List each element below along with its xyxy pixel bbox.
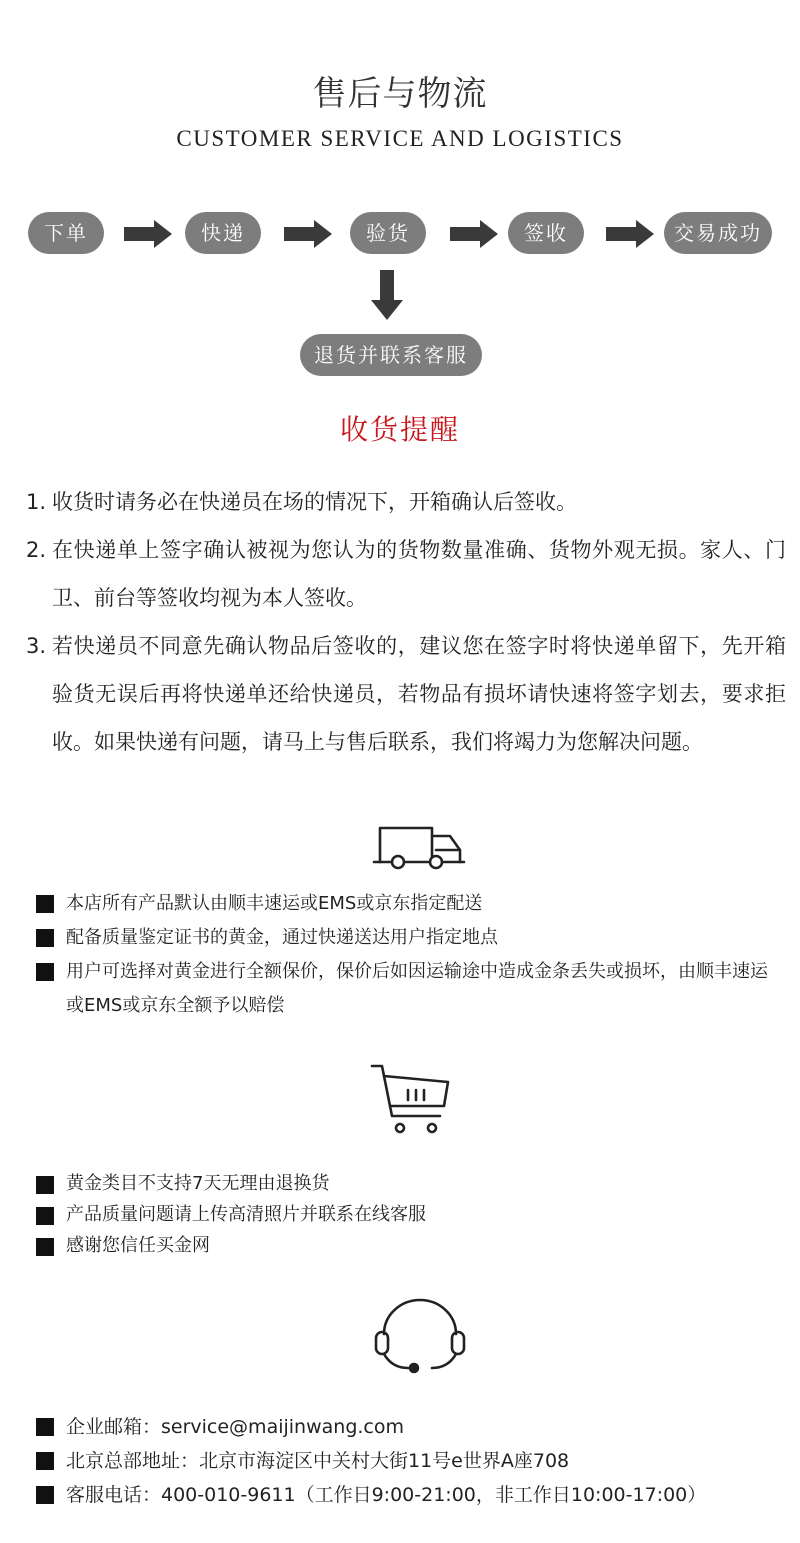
list-item-text: 北京总部地址：北京市海淀区中关村大街11号e世界A座708 bbox=[66, 1450, 570, 1472]
contact-list bbox=[36, 1410, 776, 1512]
reminder-number: 3. bbox=[26, 634, 47, 658]
contact-address bbox=[36, 1444, 776, 1478]
returns-list bbox=[36, 1168, 776, 1261]
step-return: 退货并联系客服 bbox=[300, 334, 482, 376]
reminder-title: 收货提醒 bbox=[339, 413, 460, 446]
list-item-text: 用户可选择对黄金进行全额保价，保价后如因运输途中造成金条丢失或损坏，由顺丰速运或EMS或京东全额予以赔偿 bbox=[66, 961, 768, 1016]
list-item bbox=[36, 1230, 776, 1261]
headset-icon bbox=[370, 1298, 470, 1378]
reminder-text: 在快递单上签字确认被视为您认为的货物数量准确、货物外观无损。家人、门卫、前台等签收均视为本人签收。 bbox=[52, 538, 786, 610]
down-arrow-icon bbox=[371, 270, 403, 320]
bullet-square bbox=[36, 1238, 54, 1256]
list-item-text: 产品质量问题请上传高清照片并联系在线客服 bbox=[66, 1204, 426, 1225]
right-arrow-icon bbox=[606, 220, 654, 248]
bullet-square bbox=[36, 929, 54, 947]
reminder-item bbox=[26, 526, 786, 622]
bullet-square bbox=[36, 1452, 54, 1470]
step-express: 快递 bbox=[185, 212, 261, 254]
step-sign: 签收 bbox=[508, 212, 584, 254]
contact-phone bbox=[36, 1478, 776, 1512]
contact-email bbox=[36, 1410, 776, 1444]
page-title: 售后与物流 bbox=[312, 74, 488, 114]
list-item-text: 客服电话：400-010-9611（工作日9:00-21:00，非工作日10:00-17:00） bbox=[66, 1484, 707, 1506]
list-item bbox=[36, 887, 776, 921]
reminder-list bbox=[26, 478, 786, 766]
list-item bbox=[36, 955, 776, 1023]
bullet-square bbox=[36, 1486, 54, 1504]
bullet-square bbox=[36, 895, 54, 913]
list-item-text: 配备质量鉴定证书的黄金，通过快递送达用户指定地点 bbox=[66, 927, 498, 948]
list-item-text: 感谢您信任买金网 bbox=[66, 1235, 210, 1256]
page-subtitle: CUSTOMER SERVICE AND LOGISTICS bbox=[176, 126, 624, 151]
right-arrow-icon bbox=[124, 220, 172, 248]
list-item-text: 黄金类目不支持7天无理由退换货 bbox=[66, 1173, 330, 1194]
bullet-square bbox=[36, 1207, 54, 1225]
right-arrow-icon bbox=[284, 220, 332, 248]
step-success: 交易成功 bbox=[664, 212, 772, 254]
list-item-text: 企业邮箱：service@maijinwang.com bbox=[66, 1416, 404, 1438]
step-order: 下单 bbox=[28, 212, 104, 254]
bullet-square bbox=[36, 963, 54, 981]
shopping-cart-icon bbox=[370, 1060, 470, 1140]
reminder-number: 1. bbox=[26, 490, 47, 514]
step-inspect: 验货 bbox=[350, 212, 426, 254]
reminder-item bbox=[26, 622, 786, 766]
reminder-item bbox=[26, 478, 786, 526]
reminder-number: 2. bbox=[26, 538, 47, 562]
reminder-text: 收货时请务必在快递员在场的情况下，开箱确认后签收。 bbox=[52, 490, 577, 514]
list-item-text: 本店所有产品默认由顺丰速运或EMS或京东指定配送 bbox=[66, 893, 483, 914]
truck-icon bbox=[370, 818, 470, 898]
bullet-square bbox=[36, 1418, 54, 1436]
list-item bbox=[36, 1168, 776, 1199]
bullet-square bbox=[36, 1176, 54, 1194]
list-item bbox=[36, 921, 776, 955]
reminder-text: 若快递员不同意先确认物品后签收的，建议您在签字时将快递单留下，先开箱验货无误后再将快递单还给快递员，若物品有损坏请快速将签字划去，要求拒收。如果快递有问题，请马上与售后联系，我们将竭力为您解决问题。 bbox=[52, 634, 786, 754]
list-item bbox=[36, 1199, 776, 1230]
right-arrow-icon bbox=[450, 220, 498, 248]
shipping-list bbox=[36, 887, 776, 1023]
